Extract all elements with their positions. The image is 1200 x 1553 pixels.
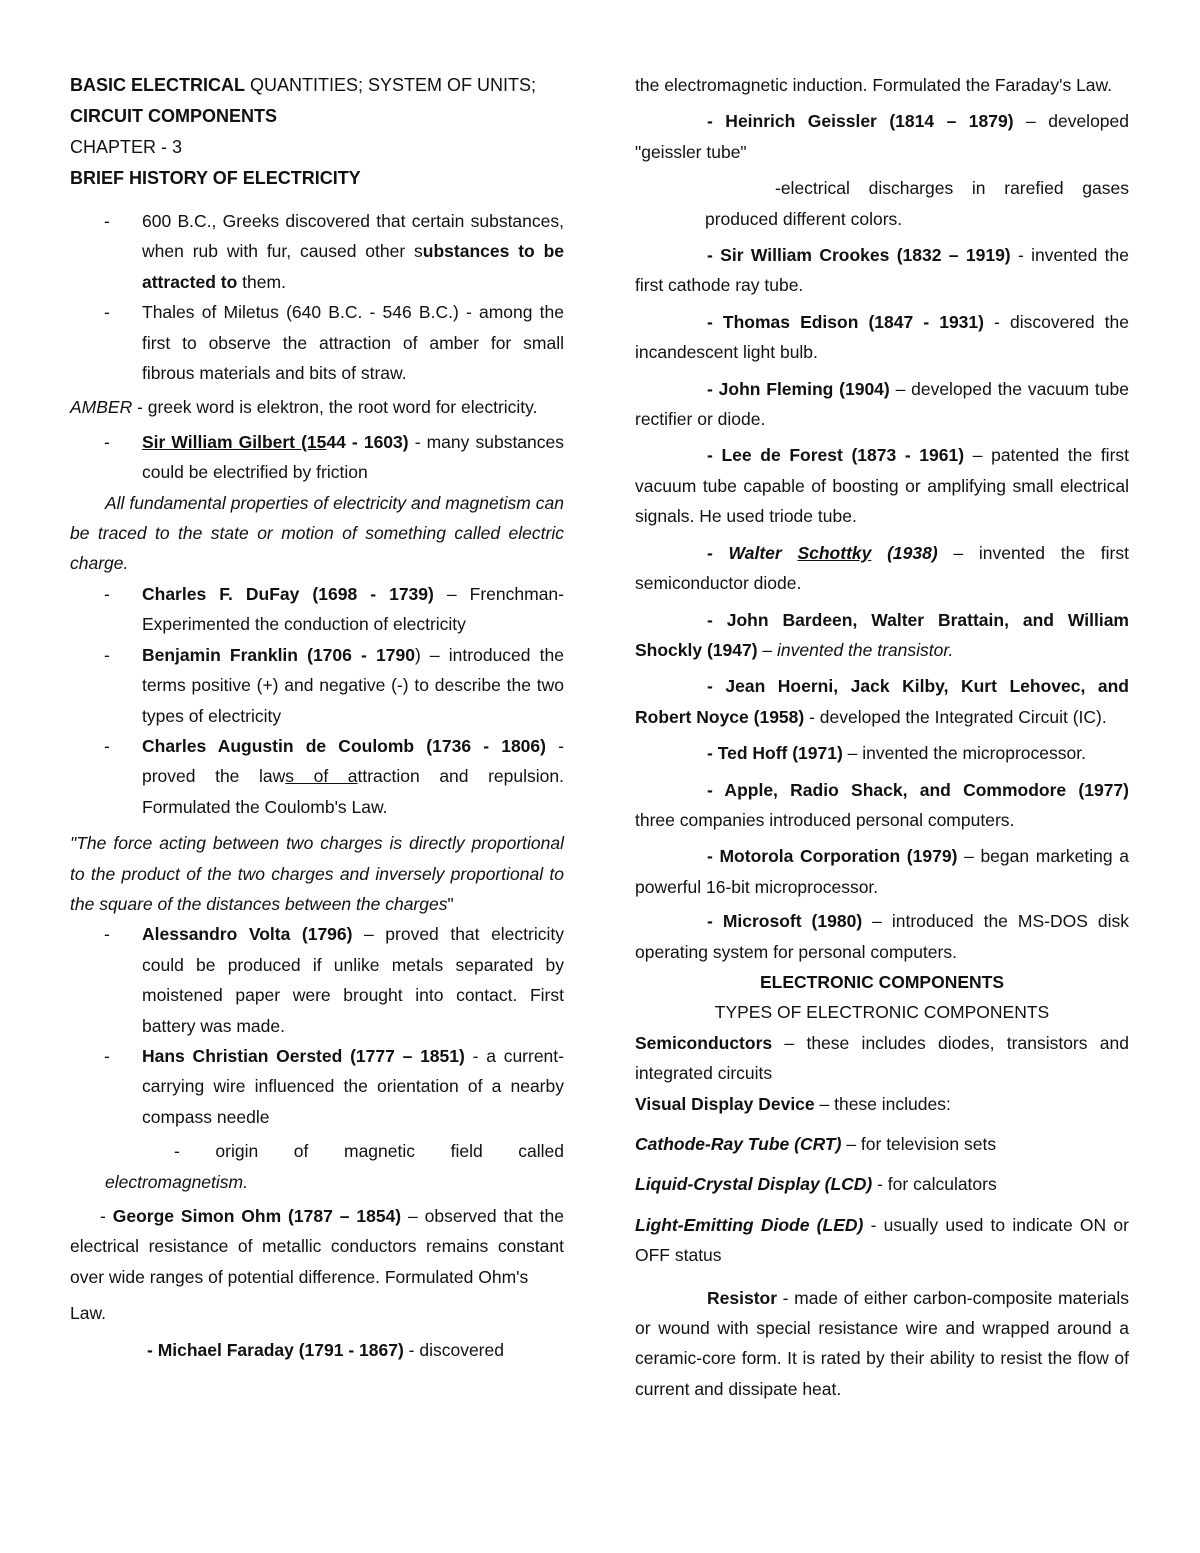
history-item-fleming: - John Fleming (1904) – developed the vacuum tube rectifier or diode.	[635, 378, 1129, 430]
list-item-gilbert: - Sir William Gilbert (1544 - 1603) - many substances could be electrified by friction	[104, 431, 564, 483]
list-item-greeks: - 600 B.C., Greeks discovered that certain substances, when rub with fur, caused other substances to be attracted to them.	[104, 211, 564, 292]
history-item-geissler: - Heinrich Geissler (1814 – 1879) – developed "geissler tube"	[635, 111, 1129, 162]
history-item-edison: - Thomas Edison (1847 - 1931) - discovered the incandescent light bulb.	[635, 311, 1129, 363]
semiconductors-item: Semiconductors – these includes diodes, transistors and integrated circuits	[635, 1032, 1129, 1084]
list-item-oersted: - Hans Christian Oersted (1777 – 1851) - a current-carrying wire influenced the orientation of a nearby compass needle	[104, 1045, 564, 1127]
list-item-dufay: - Charles F. DuFay (1698 - 1739) – Frenchman- Experimented the conduction of electricity	[104, 583, 564, 635]
electromagnetism-term: electromagnetism.	[105, 1171, 248, 1192]
coulomb-law-quote: "The force acting between two charges is directly proportional to the product of the two charges and inversely proportional to the square of the distances between the charges"	[70, 833, 564, 914]
history-item-schottky: - Walter Schottky (1938) – invented the first semiconductor diode.	[635, 542, 1129, 594]
ohm-law-word: Law.	[70, 1303, 106, 1324]
right-column	[635, 70, 1129, 1404]
resistor-paragraph: Resistor - made of either carbon-composite materials or wound with special resistance wire and wrapped around a ceramic-core form. It is rated by their ability to resist the flow of current and dissipate heat.	[635, 1287, 1129, 1399]
faraday-continuation: the electromagnetic induction. Formulated the Faraday's Law.	[635, 75, 1113, 95]
geissler-sub-note: -electrical discharges in rarefied gases produced different colors.	[705, 178, 1129, 229]
history-item-deforest: - Lee de Forest (1873 - 1961) – patented the first vacuum tube capable of boosting or amplifying small electrical signals. He used triode tube.	[635, 445, 1130, 527]
amber-paragraph: AMBER - greek word is elektron, the root word for electricity.	[70, 397, 538, 418]
history-heading: BRIEF HISTORY OF ELECTRICITY	[70, 168, 361, 188]
crt-item: Cathode-Ray Tube (CRT) – for television sets	[635, 1134, 997, 1154]
history-item-motorola: - Motorola Corporation (1979) – began marketing a powerful 16-bit microprocessor.	[635, 846, 1129, 897]
document-title-line1: BASIC ELECTRICAL QUANTITIES; SYSTEM OF UNITS;	[70, 75, 537, 95]
history-item-apple: - Apple, Radio Shack, and Commodore (1977) three companies introduced personal computers.	[635, 779, 1129, 830]
history-item-hoerni: - Jean Hoerni, Jack Kilby, Kurt Lehovec, and Robert Noyce (1958) - developed the Integrated Circuit (IC).	[635, 676, 1129, 727]
faraday-line: - Michael Faraday (1791 - 1867) - discovered	[147, 1339, 504, 1360]
origin-line: - origin of magnetic field called	[174, 1141, 564, 1162]
history-item-hoff: - Ted Hoff (1971) – invented the microprocessor.	[707, 743, 1086, 764]
types-heading: TYPES OF ELECTRONIC COMPONENTS	[714, 1002, 1050, 1023]
list-item-coulomb: - Charles Augustin de Coulomb (1736 - 1806) - proved the laws of attraction and repulsion. Formulated the Coulomb's Law.	[104, 735, 564, 817]
lcd-item: Liquid-Crystal Display (LCD) - for calculators	[635, 1174, 997, 1195]
document-title-line2: CIRCUIT COMPONENTS	[70, 106, 277, 126]
history-item-bardeen: - John Bardeen, Walter Brattain, and William Shockly (1947) – invented the transistor.	[635, 609, 1129, 660]
history-item-microsoft: - Microsoft (1980) – introduced the MS-DOS disk operating system for personal computers.	[635, 911, 1130, 962]
ohm-paragraph: - George Simon Ohm (1787 – 1854) – observed that the electrical resistance of metallic conductors remains constant over wide ranges of potential difference. Formulated Ohm's	[70, 1206, 564, 1287]
list-item-thales: - Thales of Miletus (640 B.C. - 546 B.C.) - among the first to observe the attraction of amber for small fibrous materials and bits of straw.	[104, 302, 564, 384]
visual-display-item: Visual Display Device – these includes:	[635, 1093, 951, 1114]
list-item-volta: - Alessandro Volta (1796) – proved that electricity could be produced if unlike metals separated by moistened paper were brought into contact. First battery was made.	[104, 924, 564, 1036]
history-item-crookes: - Sir William Crookes (1832 – 1919) - invented the first cathode ray tube.	[635, 245, 1129, 296]
charge-quote: All fundamental properties of electricity and magnetism can be traced to the state or motion of something called electric charge.	[70, 492, 564, 574]
led-item: Light-Emitting Diode (LED) - usually used to indicate ON or OFF status	[635, 1214, 1129, 1266]
left-column	[70, 70, 564, 1365]
list-item-franklin: - Benjamin Franklin (1706 - 1790) – introduced the terms positive (+) and negative (-) to describe the two types of electricity	[104, 644, 564, 726]
components-heading: ELECTRONIC COMPONENTS	[759, 971, 1005, 992]
chapter-label: CHAPTER - 3	[70, 137, 183, 157]
